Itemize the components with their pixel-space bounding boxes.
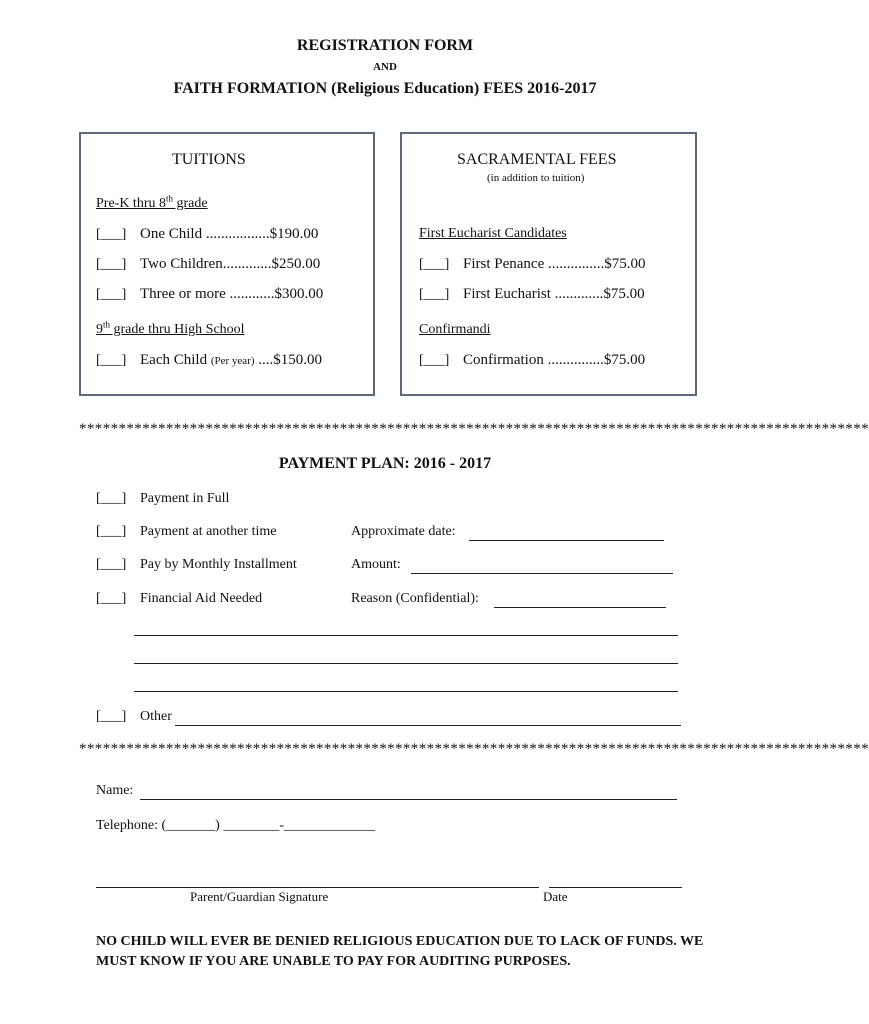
tuitions-section-prek: Pre-K thru 8th grade — [96, 193, 208, 211]
checkbox[interactable]: [___] — [96, 257, 127, 272]
approximate-date-field[interactable] — [469, 540, 664, 541]
sacramental-section-eucharist: First Eucharist Candidates — [419, 226, 567, 241]
reason-line-1[interactable] — [134, 635, 678, 636]
separator-stars: **************************************************************************************************** — [79, 741, 869, 757]
checkbox[interactable]: [___] — [419, 287, 450, 302]
reason-line-2[interactable] — [134, 663, 678, 664]
checkbox[interactable]: [___] — [96, 524, 127, 539]
signature-label: Parent/Guardian Signature — [190, 889, 329, 904]
signature-line[interactable] — [96, 887, 539, 888]
form-title-and: AND — [373, 61, 397, 73]
approximate-date-label: Approximate date: — [351, 524, 456, 539]
sacramental-section-confirmandi: Confirmandi — [419, 322, 491, 337]
telephone-field[interactable]: Telephone: (_______) ________-_____________ — [96, 818, 375, 833]
amount-label: Amount: — [351, 557, 401, 572]
date-line[interactable] — [549, 887, 682, 888]
fee-option-first-penance[interactable]: [___] First Penance ...............$75.00 — [419, 256, 646, 272]
checkbox[interactable]: [___] — [96, 709, 127, 724]
other-field[interactable] — [175, 725, 681, 726]
payment-option-full[interactable]: [___] Payment in Full — [96, 491, 230, 506]
name-label: Name: — [96, 783, 134, 798]
tuition-option-one-child[interactable]: [___] One Child .................$190.00 — [96, 226, 319, 242]
reason-line-3[interactable] — [134, 691, 678, 692]
payment-option-another-time[interactable]: [___] Payment at another time — [96, 524, 277, 539]
sacramental-note: (in addition to tuition) — [487, 172, 585, 184]
notice-text: NO CHILD WILL EVER BE DENIED RELIGIOUS EDUCATION DUE TO LACK OF FUNDS. WE MUST KNOW IF YOU ARE UNABLE TO PAY FOR AUDITING PURPOSES. — [96, 934, 704, 969]
sacramental-heading: SACRAMENTAL FEES — [457, 151, 617, 168]
tuition-option-two-children[interactable]: [___] Two Children.............$250.00 — [96, 256, 321, 272]
form-subtitle: FAITH FORMATION (Religious Education) FEES 2016-2017 — [173, 80, 597, 97]
checkbox[interactable]: [___] — [96, 227, 127, 242]
checkbox[interactable]: [___] — [419, 353, 450, 368]
reason-label: Reason (Confidential): — [351, 591, 479, 606]
tuition-option-each-child[interactable]: [___] Each Child (Per year) ....$150.00 — [96, 352, 322, 368]
tuitions-heading: TUITIONS — [172, 151, 246, 168]
separator-stars: **************************************************************************************************** — [79, 421, 869, 437]
tuitions-section-highschool: 9th grade thru High School — [96, 319, 245, 337]
checkbox[interactable]: [___] — [96, 557, 127, 572]
tuition-option-three-or-more[interactable]: [___] Three or more ............$300.00 — [96, 286, 324, 302]
name-field[interactable] — [140, 799, 677, 800]
checkbox[interactable]: [___] — [96, 353, 127, 368]
reason-field[interactable] — [494, 607, 666, 608]
payment-option-monthly[interactable]: [___] Pay by Monthly Installment — [96, 557, 297, 572]
checkbox[interactable]: [___] — [96, 287, 127, 302]
checkbox[interactable]: [___] — [419, 257, 450, 272]
payment-option-other[interactable]: [___] Other — [96, 709, 172, 724]
date-label: Date — [543, 889, 568, 904]
form-title: REGISTRATION FORM — [296, 37, 474, 54]
checkbox[interactable]: [___] — [96, 491, 127, 506]
payment-option-financial-aid[interactable]: [___] Financial Aid Needed — [96, 591, 263, 606]
amount-field[interactable] — [411, 573, 673, 574]
fee-option-first-eucharist[interactable]: [___] First Eucharist .............$75.00 — [419, 286, 645, 302]
checkbox[interactable]: [___] — [96, 591, 127, 606]
fee-option-confirmation[interactable]: [___] Confirmation ...............$75.00 — [419, 352, 646, 368]
payment-plan-title: PAYMENT PLAN: 2016 - 2017 — [278, 455, 492, 472]
